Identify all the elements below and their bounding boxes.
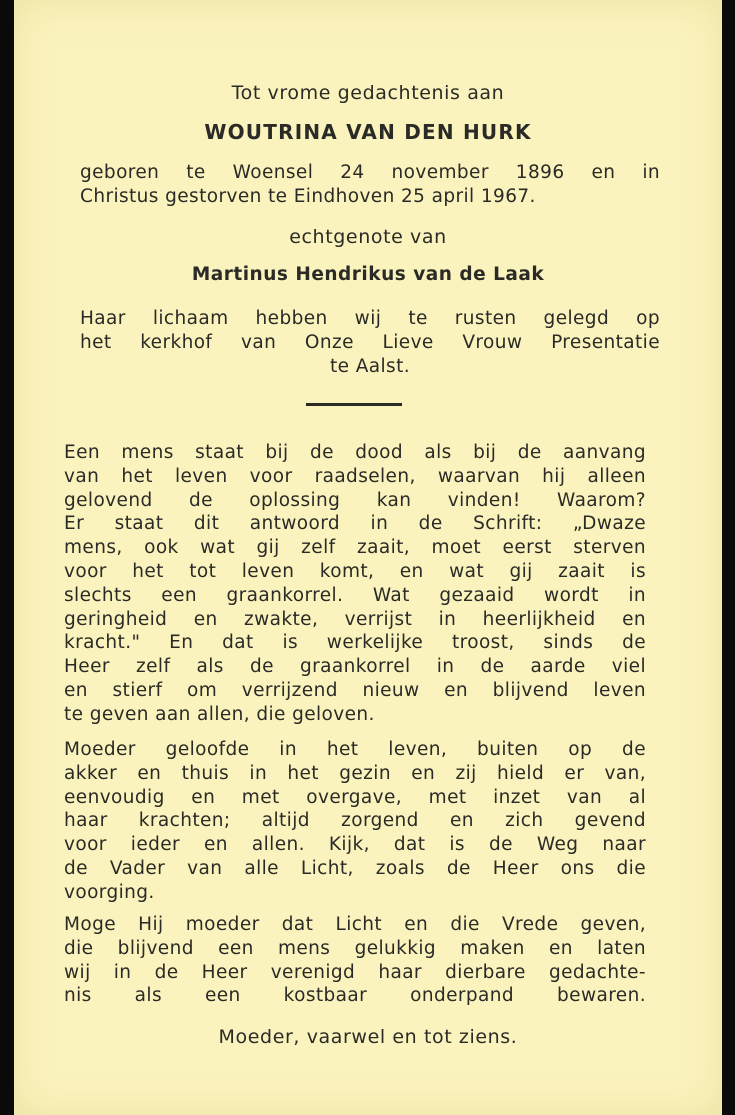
burial-text: [80, 307, 660, 378]
text-line: mens, ook wat gij zelf zaait, moet eerst sterven: [64, 537, 646, 559]
death-line: Christus gestorven te Eindhoven 25 april 1967.: [80, 185, 536, 207]
birth-death-text: [80, 161, 660, 209]
text-line: Heer zelf als de graankorrel in de aarde viel: [64, 656, 646, 678]
text-line: voor het tot leven komt, en wat gij zaait is: [64, 560, 646, 582]
text-line: nis als een kostbaar onderpand bewaren.: [64, 985, 646, 1007]
text-line: haar krachten; altijd zorgend en zich gevend: [64, 810, 646, 832]
text-line: te geven aan allen, die geloven.: [64, 703, 375, 725]
deceased-name: WOUTRINA VAN DEN HURK: [204, 120, 532, 144]
spouse-intro: echtgenote van: [289, 226, 447, 248]
text-line: voorging.: [64, 881, 155, 903]
text-line: Moeder geloofde in het leven, buiten op de: [64, 739, 646, 760]
text-line: van het leven voor raadselen, waarvan hij alleen: [64, 465, 646, 487]
closing-text: Moeder, vaarwel en tot ziens.: [218, 1026, 518, 1048]
text-line: en stierf om verrijzend nieuw en blijvend leven: [64, 679, 646, 701]
text-line: die blijvend een mens gelukkig maken en laten: [64, 937, 646, 959]
divider-rule: [306, 403, 402, 406]
text-line: Er staat dit antwoord in de Schrift: „Dwaze: [64, 513, 646, 535]
text-line: wij in de Heer verenigd haar dierbare gedachte-: [64, 961, 646, 983]
text-line: voor ieder en allen. Kijk, dat is de Weg naar: [64, 834, 646, 856]
text-line: geringheid en zwakte, verrijst in heerlijkheid en: [64, 608, 646, 630]
spouse-name: Martinus Hendrikus van de Laak: [191, 264, 545, 285]
text-line: slechts een graankorrel. Wat gezaaid wordt in: [64, 584, 646, 606]
text-line: de Vader van alle Licht, zoals de Heer ons die: [64, 857, 646, 879]
text-line: Moge Hij moeder dat Licht en die Vrede geven,: [64, 914, 646, 935]
burial-line: Haar lichaam hebben wij te rusten gelegd op: [80, 308, 660, 329]
text-line: kracht." En dat is werkelijke troost, sinds de: [64, 632, 646, 654]
text-line: akker en thuis in het gezin en zij hield er van,: [64, 762, 646, 784]
burial-line: het kerkhof van Onze Lieve Vrouw Presentatie: [80, 331, 660, 353]
text-line: eenvoudig en met overgave, met inzet van al: [64, 786, 646, 808]
text-line: Een mens staat bij de dood als bij de aanvang: [64, 442, 646, 463]
paragraph-1: [64, 441, 646, 727]
text-line: gelovend de oplossing kan vinden! Waarom?: [64, 489, 646, 511]
paragraph-2: [64, 738, 646, 905]
birth-line: geboren te Woensel 24 november 1896 en in: [80, 162, 660, 183]
intro-text: Tot vrome gedachtenis aan: [231, 82, 505, 104]
paragraph-3: [64, 913, 646, 1008]
burial-line: te Aalst.: [329, 355, 411, 377]
